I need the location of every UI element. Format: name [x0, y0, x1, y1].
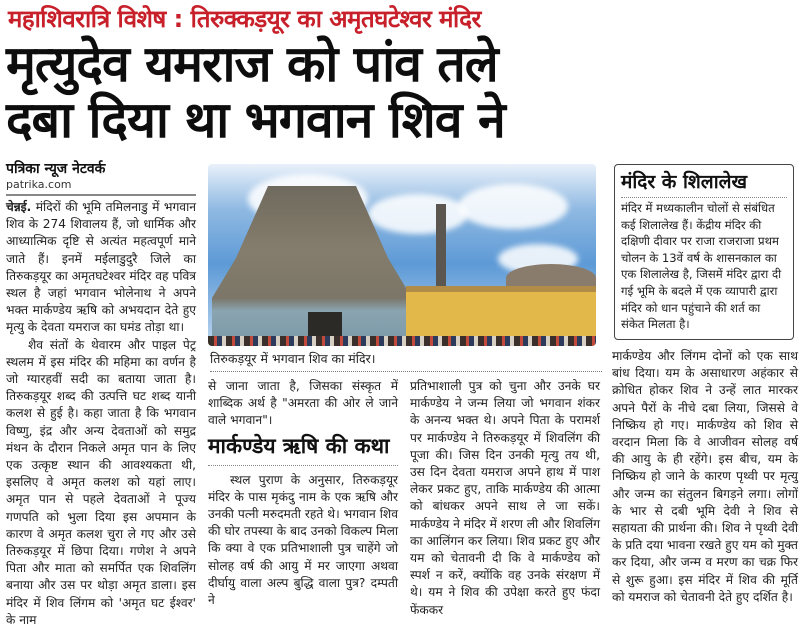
- sidebar-box: [614, 164, 794, 340]
- headline-line-2: दबा दिया था भगवान शिव ने: [6, 91, 505, 149]
- column-4: [612, 348, 798, 606]
- sidebar-title: मंदिर के शिलालेख: [621, 170, 787, 198]
- column-2: [208, 378, 398, 609]
- headline-line-1: मृत्युदेव यमराज को पांव तले: [6, 35, 498, 93]
- sidebar-body: मंदिर में मध्यकालीन चोलों से संबंधित कई शिलालेख हैं। केंद्रीय मंदिर की दक्षिणी दीवार पर राजा राजराजा प्रथम चोलन के 13वें वर्ष के शासनकाल का एक शिलालेख है, जिसमें मंदिर द्वारा दी गई भूमि के बदले में एक व्यापारी द्वारा मंदिर को धान पहुंचाने की शर्त का संकेत मिलता है।: [621, 201, 782, 332]
- crowd: [208, 336, 596, 346]
- column-3: [410, 378, 600, 619]
- dateline: चेन्नई.: [6, 200, 32, 214]
- column-1: [6, 160, 196, 629]
- temple-photo: [208, 164, 596, 346]
- column-3-para-1: प्रतिभाशाली पुत्र को चुना और उनके घर मार्कण्डेय ने जन्म लिया जो भगवान शंकर के अनन्य भक्त थे। अपने पिता के परामर्श पर मार्कण्डेय ने तिरुकड़यूर में शिवलिंग की पूजा की। जिस दिन उनकी मृत्यु तय थी, उस दिन देवता यमराज अपने हाथ में पाश लेकर प्रकट हुए, ताकि मार्कण्डेय की आत्मा को बांधकर अपने साथ ले जा सकें। मार्कण्डेय ने मंदिर में शरण ली और शिवलिंग का आलिंगन कर लिया। शिव प्रकट हुए और यम को चेतावनी दी कि वे मार्कण्डेय को स्पर्श न करें, क्योंकि वह उनके संरक्षण में थे। यम ने शिव की उपेक्षा करते हुए फंदा फेंककर: [410, 379, 600, 617]
- column-4-para-1: मार्कण्डेय और लिंगम दोनों को एक साथ बांध दिया। यम के असाधारण अहंकार से क्रोधित होकर शिव ने उन्हें लात मारकर अपने पैरों के नीचे दबा लिया, जिससे वे निष्क्रिय हो गए। मार्कण्डेय को शिव से वरदान मिला कि वे आजीवन सोलह वर्ष की आयु के ही रहेंगे। इस बीच, यम के निष्क्रिय हो जाने के कारण पृथ्वी पर मृत्यु और जन्म का संतुलन बिगड़ने लगा। लोगों के भार से दबी भूमि देवी ने शिव से सहायता की प्रार्थना की। शिव ने पृथ्वी देवी के प्रति दया भावना रखते हुए यम को मुक्त कर दिया, और जन्म व मरण का चक्र फिर से शुरू हुआ। इस मंदिर में शिव की मूर्ति को यमराज को चेतावनी देते हुए दर्शित है।: [612, 349, 798, 604]
- subhead-markandeya: मार्कण्डेय ऋषि की कथा: [208, 434, 398, 466]
- column-1-para-2: शैव संतों के थेवारम और पाइल पेट्र स्थलम में इस मंदिर की महिमा का वर्णन है जो ग्यारहवीं सदी का बताया जाता है। तिरुकड़यूर शब्द की उत्पत्ति घट शब्द यानी कलश से हुई है। कहा जाता है कि भगवान विष्णु, इंद्र और अन्य देवताओं को समुद्र मंथन के दौरान निकले अमृत पान के लिए एक उत्कृष्ट स्थान की आवश्यकता थी, इसलिए वे अमृत कलश को यहां लाए। अमृत पान से पहले देवताओं ने पूज्य गणपति को भुला दिया इस अपमान के कारण वे अमृत कलश चुरा ले गए और उसे तिरुकड़यूर में छिपा दिया। गणेश ने अपने पिता और माता को समर्पित एक शिवलिंग बनाया और उस पर थोड़ा अमृत डाला। इस मंदिर में शिव लिंगम को 'अमृत घट ईश्वर' के नाम: [6, 337, 196, 627]
- column-2-para-2: स्थल पुराण के अनुसार, तिरुकड़यूर मंदिर के पास मृकंदु नाम के एक ऋषि और उनकी पत्नी मरुदमती रहते थे। भगवान शिव की घोर तपस्या के बाद उनको विकल्प मिला कि क्या वे एक प्रतिभाशाली पुत्र चाहेंगे जो सोलह वर्ष की आयु में मर जाएगा अथवा दीर्घायु वाला अल्प बुद्धि वाला पुत्र? दम्पती ने: [208, 472, 398, 608]
- source-site: patrika.com: [6, 178, 196, 196]
- photo-caption: तिरुकड़यूर में भगवान शिव का मंदिर।: [210, 350, 602, 372]
- headline: [6, 36, 796, 148]
- byline: पत्रिका न्यूज नेटवर्क: [6, 161, 106, 177]
- column-2-para-1: से जाना जाता है, जिसका संस्कृत में शाब्दिक अर्थ है "अमरता की ओर ले जाने वाले भगवान"।: [208, 379, 398, 428]
- kicker: महाशिवरात्रि विशेष : तिरुक्कड़यूर का अमृतघटेश्वर मंदिर: [8, 5, 481, 33]
- column-1-para-1: चेन्नई. मंदिरों की भूमि तमिलनाडु में भगवान शिव के 274 शिवालय हैं, जो धार्मिक और आध्यात्मिक दृष्टि से अत्यंत महत्वपूर्ण माने जाते हैं। इनमें मईलाडुदुरै जिले का तिरुकड़यूर का अमृतघटेश्वर मंदिर वह पवित्र स्थल है जहां भगवान भोलेनाथ ने अपने भक्त मार्कण्डेय ऋषि को अभयदान देते हुए मृत्यु के देवता यमराज का घमंड तोड़ा था।: [6, 200, 197, 335]
